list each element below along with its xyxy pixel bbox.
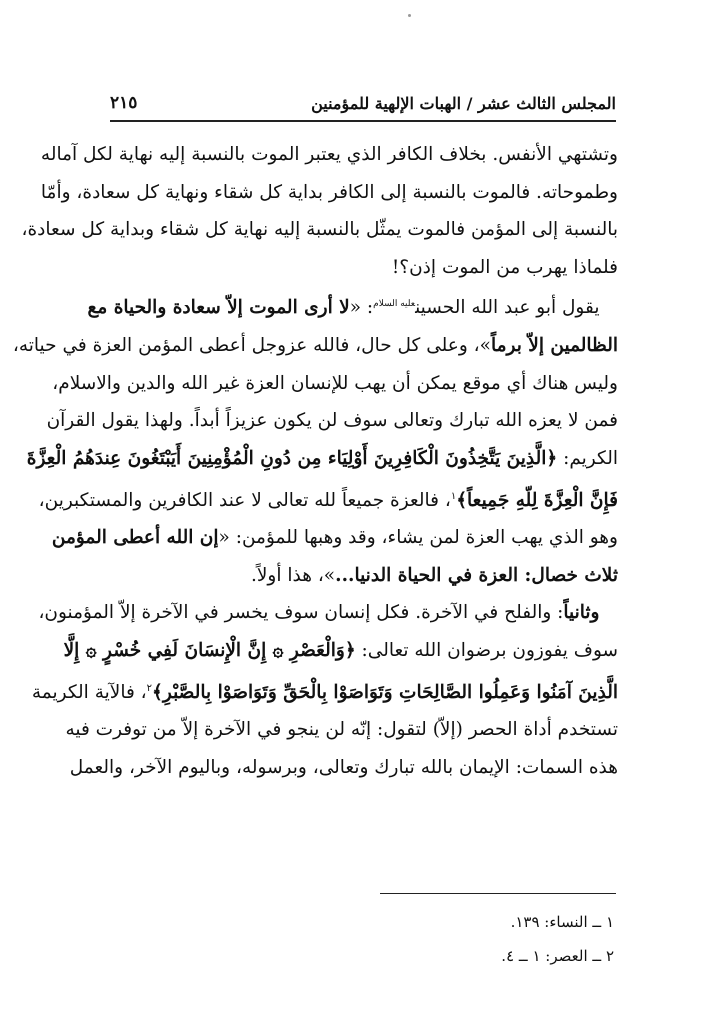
paragraph-3 — [31, 594, 618, 786]
quran-verse: ﴿وَالْعَصْرِ ۞ إِنَّ الْإِنسَانَ لَفِي خُسْرٍ ۞ إِلَّا — [63, 640, 356, 662]
footnote-1: ١ ــ النساء: ١٣٩. — [510, 913, 614, 931]
footnote-ref: ١ — [450, 490, 457, 502]
text-line — [31, 670, 618, 712]
text-run: »، هذا أولاً. — [250, 564, 336, 586]
text-line — [87, 286, 618, 327]
text-run: وهو الذي يهب العزة لمن يشاء، وقد وهبها للمؤمن: « — [218, 527, 618, 549]
text-line: وطموحاته. فالموت بالنسبة إلى الكافر بداية كل شقاء ونهاية كل سعادة، وأمّا — [40, 181, 618, 203]
text-line — [12, 327, 618, 365]
page-speck — [408, 14, 411, 17]
footnote-2: ٢ ــ العصر: ١ ــ ٤. — [501, 947, 614, 965]
footnotes — [501, 905, 614, 973]
running-header — [110, 88, 616, 118]
text-line — [63, 632, 618, 670]
quran-verse: الَّذِينَ آمَنُوا وَعَمِلُوا الصَّالِحَاتِ وَتَوَاصَوْا بِالْحَقِّ وَتَوَاصَوْا بِالصَّبْرِ﴾ — [152, 681, 618, 703]
text-line: وتشتهي الأنفس. بخلاف الكافر الذي يعتبر الموت بالنسبة إليه نهاية لكل آماله — [40, 144, 618, 165]
paragraph-1 — [21, 136, 618, 286]
hadith-quote: لا أرى الموت إلاّ سعادة والحياة مع — [87, 297, 350, 319]
text-run: الكريم: — [557, 447, 618, 469]
hadith-quote: الظالمين إلاّ برماً — [490, 335, 618, 357]
text-run: : والفلح في الآخرة. فكل إنسان سوف يخسر في الآخرة إلاّ المؤمنون، — [38, 602, 564, 624]
footnote-rule — [380, 893, 616, 894]
paragraph-2 — [12, 286, 618, 594]
text-line: بالنسبة إلى المؤمن فالموت يمثّل بالنسبة إليه نهاية كل شقاء وبداية كل سعادة، — [21, 219, 618, 241]
body-text — [12, 136, 618, 787]
text-run: : « — [349, 297, 374, 319]
text-line — [26, 440, 618, 478]
text-line — [104, 557, 618, 595]
text-line — [38, 478, 618, 520]
hadith-quote: ثلاث خصال: العزة في الحياة الدنيا... — [335, 564, 618, 586]
text-run: يقول أبو عبد الله الحسين — [415, 297, 600, 319]
text-line: هذه السمات: الإيمان بالله تبارك وتعالى، وبرسوله، وباليوم الآخر، والعمل — [69, 756, 618, 778]
quran-verse: فَإِنَّ الْعِزَّةَ لِلّهِ جَمِيعاً﴾ — [456, 489, 618, 511]
text-run: وثانياً — [563, 602, 600, 624]
text-line: وليس هناك أي موقع يمكن أن يهب للإنسان العزة غير الله والدين والاسلام، — [52, 372, 618, 394]
text-line — [38, 594, 618, 632]
header-rule — [110, 120, 616, 122]
footnote-ref: ٢ — [146, 682, 153, 694]
quran-verse: ﴿الَّذِينَ يَتَّخِذُونَ الْكَافِرِينَ أَوْلِيَاء مِن دُونِ الْمُؤْمِنِينَ أَيَبْتَغُونَ عِندَهُمُ الْعِزَّةَ — [26, 447, 558, 469]
text-run: ، فالعزة جميعاً لله تعالى لا عند الكافرين والمستكبرين، — [38, 489, 451, 511]
text-line: فمن لا يعزه الله تبارك وتعالى سوف لن يكون عزيزاً أبداً. ولهذا يقول القرآن — [46, 410, 618, 432]
text-line — [51, 519, 618, 557]
text-line: فلماذا يهرب من الموت إذن؟! — [391, 256, 618, 278]
text-run: ، فالآية الكريمة — [31, 681, 147, 703]
page-number: ٢١٥ — [110, 93, 138, 113]
text-line: تستخدم أداة الحصر (إلاّ) لتقول: إنّه لن ينجو في الآخرة إلاّ من توفرت فيه — [65, 719, 618, 741]
honorific-mark: عليه السلام — [373, 299, 416, 310]
hadith-quote: إن الله أعطى المؤمن — [51, 527, 219, 549]
text-run: »، وعلى كل حال، فالله عزوجل أعطى المؤمن العزة في حياته، — [12, 335, 491, 357]
header-title: المجلس الثالث عشر / الهبات الإلهية للمؤمنين — [311, 93, 616, 113]
text-run: سوف يفوزون برضوان الله تعالى: — [355, 640, 618, 662]
